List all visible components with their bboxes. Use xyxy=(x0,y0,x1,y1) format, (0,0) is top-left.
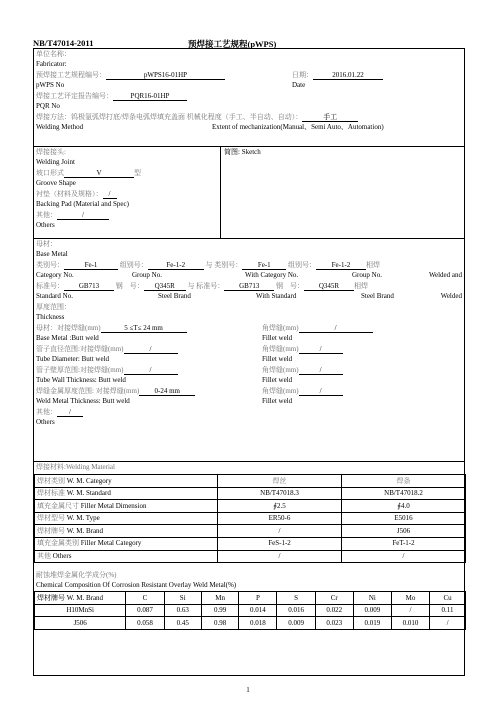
groove-suffix: 型 xyxy=(134,169,141,177)
material-value-electrode: E5016 xyxy=(342,512,466,525)
weld-metal-fillet-value: / xyxy=(299,388,343,396)
tube-fillet-label-en: Fillet weld xyxy=(262,355,293,363)
weld-metal-thickness-label: 焊缝金属厚度范围: 对接焊缝(mm) xyxy=(36,387,140,395)
welding-joint-section xyxy=(34,147,464,239)
page-number: 1 xyxy=(246,686,250,694)
chem-row xyxy=(35,604,466,617)
material-label-cn: 填充金属类别 xyxy=(37,539,79,548)
material-label-cn: 填充金属尺寸 xyxy=(37,501,79,510)
base-other-label: 其他： xyxy=(36,408,57,416)
welding-joint-label: 焊接接头: xyxy=(36,148,66,156)
wall-fillet-label-en: Fillet weld xyxy=(262,376,293,384)
standard-value-2: GB713 xyxy=(224,283,274,291)
material-label-en: Filler Metal Category xyxy=(80,539,142,548)
material-row-label xyxy=(35,537,218,550)
standard-row xyxy=(36,282,368,291)
tube-diameter-row xyxy=(36,345,178,354)
welded-label-cn-2: 相焊 xyxy=(354,282,368,290)
material-label-en: W. M. Brand xyxy=(66,526,104,535)
pqr-number-label-en: PQR No xyxy=(36,102,60,110)
mechanization-label-en: Extent of mechanization(Manual、Semi Auto、Automation) xyxy=(212,123,384,131)
chem-cell: 0.11 xyxy=(430,604,466,617)
chem-header-cell: Mo xyxy=(391,592,429,605)
welded-label-en: Welded xyxy=(440,292,462,300)
fillet-weld-label-en: Fillet weld xyxy=(262,334,293,342)
welding-material-section xyxy=(34,462,464,568)
groove-value: V xyxy=(64,170,134,178)
backing-row xyxy=(36,190,117,199)
pwps-number-row xyxy=(36,71,225,80)
fillet-weld-row xyxy=(262,324,373,333)
material-label-cn: 其他 xyxy=(37,552,51,561)
chem-cell: 0.63 xyxy=(164,604,201,617)
steel-label: 钢 号： xyxy=(115,282,144,290)
material-row xyxy=(35,475,466,488)
with-category-label-en: With Category No. xyxy=(245,271,299,279)
document-title: 预焊接工艺规程(pWPS) xyxy=(188,39,277,49)
group-label-en: Group No. xyxy=(132,271,162,279)
chem-cell: / xyxy=(391,604,429,617)
base-other-value: / xyxy=(57,409,83,417)
steel-value-2: Q345R xyxy=(304,283,354,291)
material-value-electrode: / xyxy=(342,550,466,563)
chem-title-cn: 耐蚀堆焊金属化学成分(%) xyxy=(36,571,117,579)
material-row xyxy=(35,487,466,500)
chem-header-cell: 焊材牌号 W. M. Brand xyxy=(35,592,126,605)
weld-metal-fillet-label-en: Fillet weld xyxy=(262,397,293,405)
pqr-number-value: PQR16-01HP xyxy=(113,93,187,101)
group-value-2: Fe-1-2 xyxy=(316,262,366,270)
material-value-wire: / xyxy=(218,550,342,563)
welding-method-row xyxy=(36,113,358,122)
material-row xyxy=(35,512,466,525)
chem-header-cell: Si xyxy=(164,592,201,605)
material-row xyxy=(35,500,466,513)
welding-material-table xyxy=(34,474,466,563)
material-value-wire: NB/T47018.3 xyxy=(218,487,342,500)
welding-method-label-en: Welding Method xyxy=(36,123,84,131)
chem-cell: 0.009 xyxy=(277,617,315,630)
material-value-wire: ∮2.5 xyxy=(218,500,342,513)
butt-weld-label: 母材：对接焊缝(mm) xyxy=(36,324,101,332)
joint-other-row xyxy=(36,211,109,220)
pqr-number-row xyxy=(36,92,187,101)
fillet-weld-value: / xyxy=(299,325,373,333)
joint-divider xyxy=(220,147,221,238)
welding-material-title: 焊接材料:Welding Material xyxy=(36,463,115,471)
with-label: 与 xyxy=(205,261,213,269)
material-label-cn: 焊材标准 xyxy=(37,489,65,498)
chem-row xyxy=(35,617,466,630)
chem-cell: 0.058 xyxy=(126,617,164,630)
wall-thickness-value: / xyxy=(124,367,178,375)
chemical-composition-table xyxy=(34,591,466,630)
material-value-wire: / xyxy=(218,525,342,538)
chem-cell: 0.99 xyxy=(201,604,238,617)
material-value-wire: 焊丝 xyxy=(218,475,342,488)
standard-label-en: Standard No. xyxy=(36,292,73,300)
tube-fillet-value: / xyxy=(299,346,343,354)
category-label-en: Category No. xyxy=(36,271,74,279)
date-label: 日期： xyxy=(292,71,313,79)
chem-header-cell: S xyxy=(277,592,315,605)
material-label-en: W. M. Standard xyxy=(66,489,111,498)
butt-weld-value: 5 ≤T≤ 24 mm xyxy=(101,325,187,333)
base-metal-label-en: Base Metal xyxy=(36,250,68,258)
welded-and-label: Welded and xyxy=(428,271,462,279)
material-label-en: W. M. Type xyxy=(66,514,100,523)
chem-title-en: Chemical Composition Of Corrosion Resistant Overlay Weld Metal(%) xyxy=(36,581,237,589)
category-label-2: 类别号： xyxy=(214,261,243,269)
chem-cell: H10MnSi xyxy=(35,604,126,617)
steel-value-1: Q345R xyxy=(144,283,186,291)
wall-thickness-row xyxy=(36,366,178,375)
backing-label: 衬垫（材料及规格）： xyxy=(36,190,103,198)
weld-metal-fillet-row xyxy=(262,387,343,396)
chem-cell: 0.019 xyxy=(353,617,391,630)
material-row-label xyxy=(35,550,218,563)
category-value-1: Fe-1 xyxy=(64,262,118,270)
pwps-number-label-en: pWPS No xyxy=(36,81,65,89)
unit-label-en: Fabricator: xyxy=(36,60,67,68)
joint-other-value: / xyxy=(57,212,109,220)
base-metal-section xyxy=(34,239,464,462)
chem-header-row xyxy=(35,592,466,605)
material-label-en: Others xyxy=(52,552,72,561)
weld-metal-fillet-label: 角焊缝(mm) xyxy=(262,387,299,395)
wall-fillet-label: 角焊缝(mm) xyxy=(262,366,299,374)
material-value-wire: FeS-1-2 xyxy=(218,537,342,550)
chem-header-cell: C xyxy=(126,592,164,605)
base-metal-label: 母材： xyxy=(36,240,57,248)
groove-label-en: Groove Shape xyxy=(36,179,76,187)
pwps-number-label: 预焊接工艺规程编号： xyxy=(36,71,106,79)
with-standard-label-en: With Standard xyxy=(256,292,297,300)
weld-metal-thickness-row xyxy=(36,387,195,396)
material-row xyxy=(35,537,466,550)
chem-cell: 0.009 xyxy=(353,604,391,617)
butt-weld-row xyxy=(36,324,187,333)
material-label-en: Filler Metal Dimension xyxy=(80,501,147,510)
group-label-en-2: Group No. xyxy=(352,271,382,279)
mechanization-label: 机械化程度（手工、半自动、自动）： xyxy=(186,113,303,121)
material-row-label xyxy=(35,487,218,500)
pwps-number-value: pWPS16-01HP xyxy=(106,72,225,80)
mechanization-value: 手工 xyxy=(302,114,358,122)
standard-number: NB/T47014-2011 xyxy=(33,38,94,48)
date-row xyxy=(292,71,383,80)
fillet-weld-label: 角焊缝(mm) xyxy=(262,324,299,332)
chemical-composition-section xyxy=(34,570,464,677)
wall-fillet-row xyxy=(262,366,343,375)
material-label-en: W. M. Category xyxy=(66,476,112,485)
chem-header-cell: Cu xyxy=(430,592,466,605)
steel-label-en: Steel Brand xyxy=(158,292,191,300)
tube-diameter-label: 管子直径范围:对接焊缝(mm) xyxy=(36,345,124,353)
chem-header-cell: Cr xyxy=(315,592,353,605)
material-row xyxy=(35,525,466,538)
group-label-2: 组别号： xyxy=(288,261,316,269)
category-label: 类别号： xyxy=(36,261,64,269)
material-label-cn: 焊材牌号 xyxy=(37,526,65,535)
chem-cell: J506 xyxy=(35,617,126,630)
joint-other-label: 其他： xyxy=(36,211,57,219)
base-other-label-en: Others xyxy=(36,418,55,426)
tube-fillet-row xyxy=(262,345,343,354)
backing-label-en: Backing Pad (Material and Spec) xyxy=(36,200,129,208)
steel-label-2: 钢 号： xyxy=(276,282,304,290)
weld-metal-thickness-value: 0-24 mm xyxy=(139,388,195,396)
tube-diameter-label-en: Tube Diameter: Butt weld xyxy=(36,355,110,363)
material-value-electrode: 焊条 xyxy=(342,475,466,488)
chem-cell: 0.016 xyxy=(277,604,315,617)
welding-joint-label-en: Welding Joint xyxy=(36,158,75,166)
date-value: 2016.01.22 xyxy=(313,72,383,80)
joint-other-label-en: Others xyxy=(36,221,55,229)
material-value-electrode: ∮4.0 xyxy=(342,500,466,513)
general-info-section xyxy=(34,49,464,147)
welding-method-label: 焊接方法：钨极氩弧焊打底/焊条电弧焊填充盖面 xyxy=(36,113,185,121)
backing-value: / xyxy=(103,191,117,199)
group-value-1: Fe-1-2 xyxy=(148,262,204,270)
wall-fillet-value: / xyxy=(299,367,343,375)
chem-cell: 0.014 xyxy=(239,604,277,617)
base-other-row xyxy=(36,408,83,417)
chem-cell: / xyxy=(430,617,466,630)
weld-metal-thickness-label-en: Weld Metal Thickness: Butt weld xyxy=(36,397,130,405)
chem-cell: 0.087 xyxy=(126,604,164,617)
butt-weld-label-en: Base Metal :Butt weld xyxy=(36,334,99,342)
chem-cell: 0.45 xyxy=(164,617,201,630)
date-label-en: Date xyxy=(292,81,306,89)
material-label-cn: 焊材型号 xyxy=(37,514,65,523)
chem-cell: 0.98 xyxy=(201,617,238,630)
tube-fillet-label: 角焊缝(mm) xyxy=(262,345,299,353)
material-row-label xyxy=(35,525,218,538)
groove-label: 坡口形式 xyxy=(36,169,64,177)
chem-cell: 0.018 xyxy=(239,617,277,630)
material-value-wire: ER50-6 xyxy=(218,512,342,525)
material-row-label xyxy=(35,475,218,488)
group-label: 组别号： xyxy=(119,261,148,269)
chem-cell: 0.023 xyxy=(315,617,353,630)
category-value-2: Fe-1 xyxy=(242,262,286,270)
chem-header-cell: Mn xyxy=(201,592,238,605)
wall-thickness-label: 管子壁厚范围:对接焊缝(mm) xyxy=(36,366,124,374)
chem-header-cell: Ni xyxy=(353,592,391,605)
material-row-label xyxy=(35,512,218,525)
tube-diameter-value: / xyxy=(124,346,178,354)
chem-cell: 0.022 xyxy=(315,604,353,617)
chem-header-cell: P xyxy=(239,592,277,605)
material-value-electrode: FeT-1-2 xyxy=(342,537,466,550)
sketch-label: 简图: Sketch xyxy=(224,148,261,156)
material-value-electrode: NB/T47018.2 xyxy=(342,487,466,500)
category-row xyxy=(36,261,380,270)
material-row-label xyxy=(35,500,218,513)
chem-cell: 0.010 xyxy=(391,617,429,630)
groove-row xyxy=(36,169,141,178)
unit-label-cn: 单位名称： xyxy=(36,50,71,58)
thickness-label: 厚度范围： xyxy=(36,303,71,311)
pwps-form xyxy=(33,48,465,676)
material-label-cn: 焊材类别 xyxy=(37,476,65,485)
pqr-number-label: 焊接工艺评定报告编号： xyxy=(36,92,113,100)
material-value-electrode: J506 xyxy=(342,525,466,538)
steel-label-en-2: Steel Brand xyxy=(361,292,394,300)
with-standard-label: 与 标准号： xyxy=(187,282,225,290)
standard-label: 标准号： xyxy=(36,282,64,290)
welded-label-cn: 相焊 xyxy=(366,261,380,269)
material-row xyxy=(35,550,466,563)
wall-thickness-label-en: Tube Wall Thickness: Butt weld xyxy=(36,376,126,384)
thickness-label-en: Thickness xyxy=(36,313,65,321)
standard-value-1: GB713 xyxy=(64,283,114,291)
